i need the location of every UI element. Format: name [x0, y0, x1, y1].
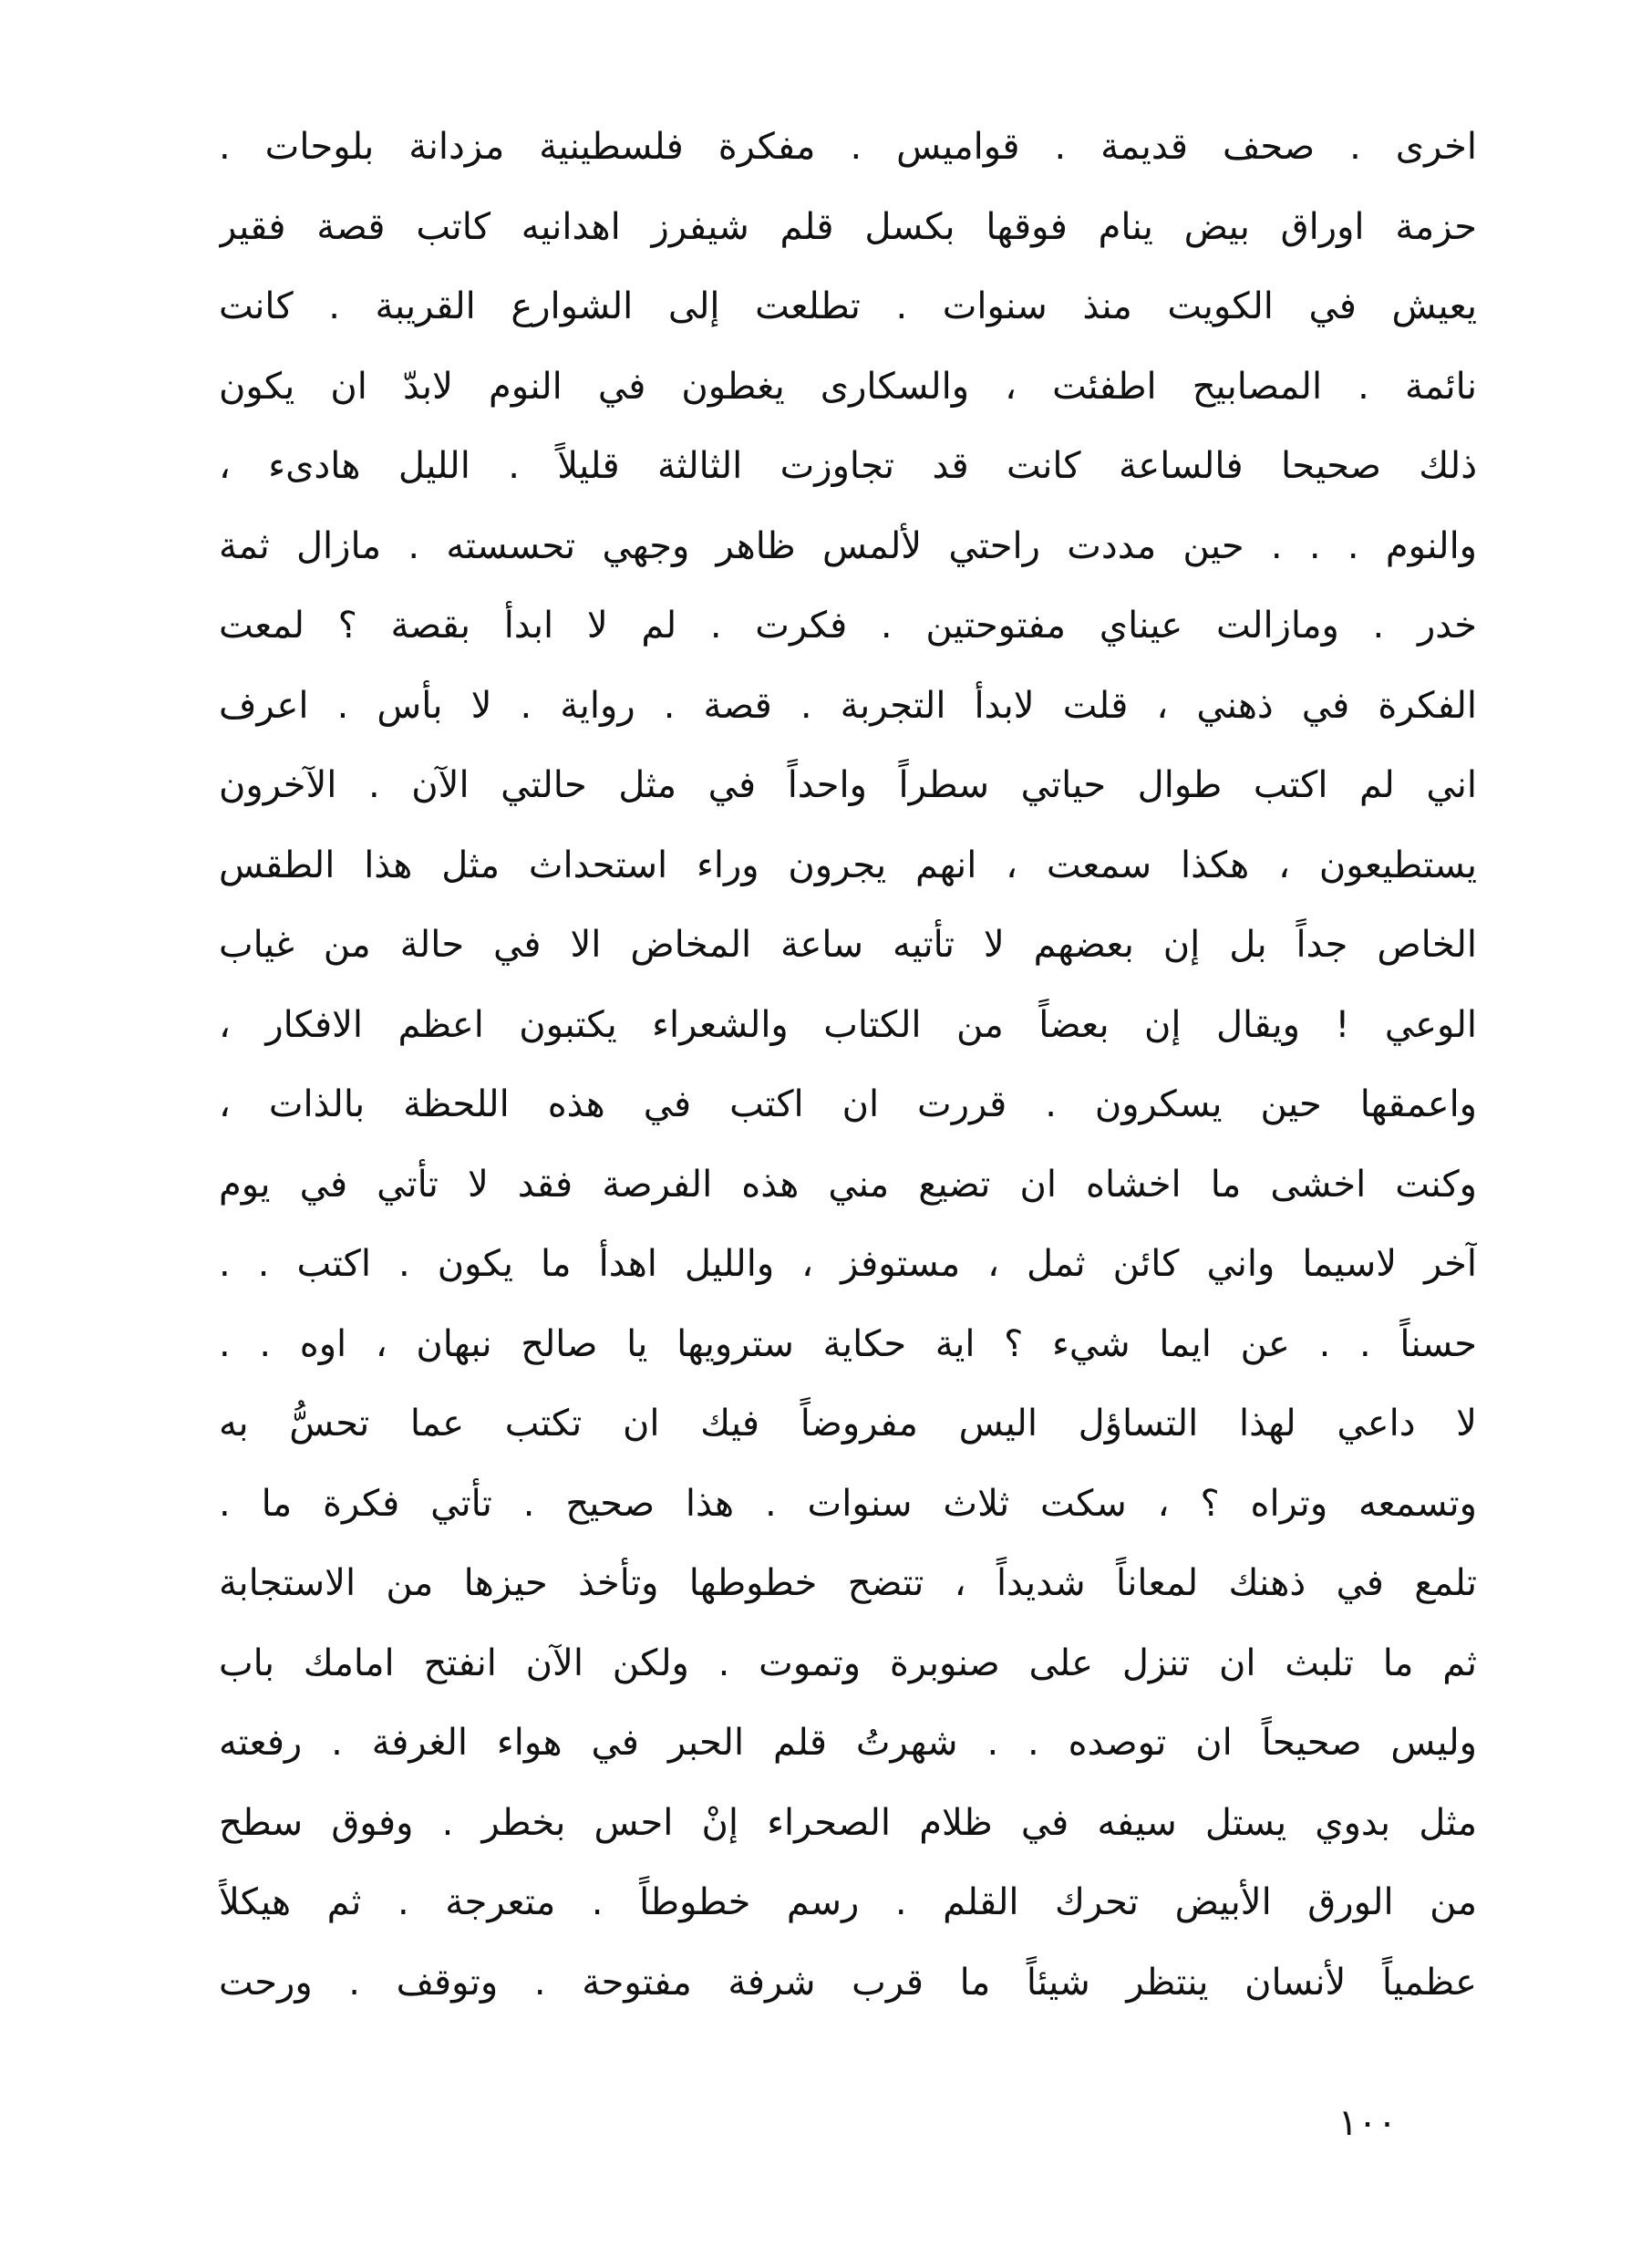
- text-line-15: آخر لاسيما واني كائن ثمل ، مستوفز ، والليل اهدأ ما يكون . اكتب . .: [219, 1243, 1477, 1285]
- text-line-24: عظمياً لأنسان ينتظر شيئاً ما قرب شرفة مفتوحة . وتوقف . ورحت: [219, 1961, 1477, 2004]
- text-line-18: وتسمعه وتراه ؟ ، سكت ثلاث سنوات . هذا صحيح . تأتي فكرة ما .: [219, 1482, 1477, 1525]
- text-line-2: حزمة اوراق بيض ينام فوقها بكسل قلم شيفرز اهدانيه كاتب قصة فقير: [219, 205, 1477, 248]
- text-line-20: ثم ما تلبث ان تنزل على صنوبرة وتموت . ولكن الآن انفتح امامك باب: [219, 1641, 1477, 1684]
- text-line-9: اني لم اكتب طوال حياتي سطراً واحداً في مثل حالتي الآن . الآخرون: [219, 764, 1477, 806]
- text-line-8: الفكرة في ذهني ، قلت لابدأ التجربة . قصة . رواية . لا بأس . اعرف: [219, 684, 1477, 727]
- text-line-7: خدر . ومازالت عيناي مفتوحتين . فكرت . لم لا ابدأ بقصة ؟ لمعت: [219, 605, 1477, 647]
- text-line-11: الخاص جداً بل إن بعضهم لا تأتيه ساعة المخاض الا في حالة من غياب: [219, 924, 1477, 966]
- text-line-21: وليس صحيحاً ان توصده . . شهرتُ قلم الحبر في هواء الغرفة . رفعته: [219, 1722, 1477, 1764]
- text-line-1: اخرى . صحف قديمة . قواميس . مفكرة فلسطينية مزدانة بلوحات .: [219, 126, 1477, 168]
- text-line-4: نائمة . المصابيح اطفئت ، والسكارى يغطون في النوم لابدّ ان يكون: [219, 365, 1477, 408]
- text-line-23: من الورق الأبيض تحرك القلم . رسم خطوطاً . متعرجة . ثم هيكلاً: [219, 1881, 1477, 1923]
- text-line-13: واعمقها حين يسكرون . قررت ان اكتب في هذه اللحظة بالذات ،: [219, 1083, 1477, 1125]
- text-line-19: تلمع في ذهنك لمعاناً شديداً ، تتضح خطوطها وتأخذ حيزها من الاستجابة: [219, 1562, 1477, 1604]
- body-text: [219, 108, 1477, 2023]
- text-line-12: الوعي ! ويقال إن بعضاً من الكتاب والشعراء يكتبون اعظم الافكار ،: [219, 1003, 1477, 1046]
- text-line-17: لا داعي لهذا التساؤل اليس مفروضاً فيك ان تكتب عما تحسُّ به: [219, 1403, 1477, 1445]
- text-line-22: مثل بدوي يستل سيفه في ظلام الصحراء إنْ احس بخطر . وفوق سطح: [219, 1801, 1477, 1844]
- text-line-6: والنوم . . . حين مددت راحتي لألمس ظاهر وجهي تحسسته . مازال ثمة: [219, 524, 1477, 567]
- text-line-5: ذلك صحيحا فالساعة كانت قد تجاوزت الثالثة قليلاً . الليل هادىء ،: [219, 445, 1477, 487]
- text-line-3: يعيش في الكويت منذ سنوات . تطلعت إلى الشوارع القريبة . كانت: [219, 285, 1477, 327]
- text-line-16: حسناً . . عن ايما شيء ؟ اية حكاية سترويها يا صالح نبهان ، اوه . .: [219, 1322, 1477, 1365]
- page-number: ١٠٠: [1337, 2102, 1398, 2144]
- text-line-14: وكنت اخشى ما اخشاه ان تضيع مني هذه الفرصة فقد لا تأتي في يوم: [219, 1163, 1477, 1206]
- text-line-10: يستطيعون ، هكذا سمعت ، انهم يجرون وراء استحداث مثل هذا الطقس: [219, 844, 1477, 886]
